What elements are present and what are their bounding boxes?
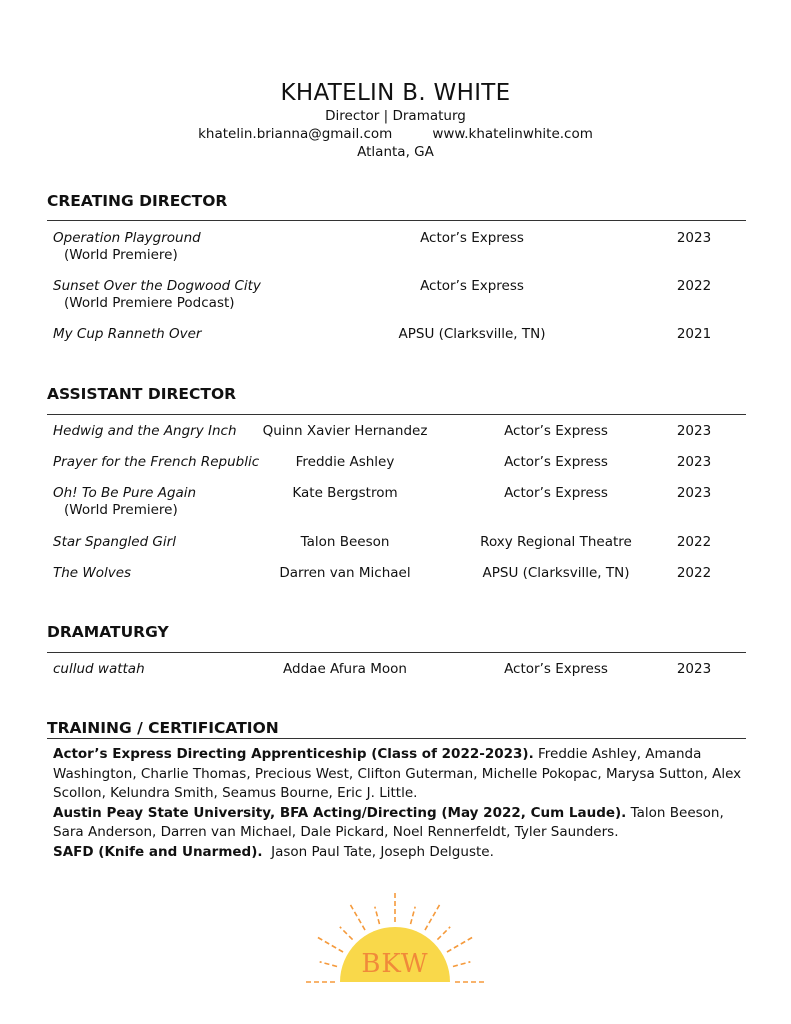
section-rule — [47, 738, 746, 739]
sun-ray — [350, 904, 365, 930]
sun-ray — [453, 962, 470, 967]
training-program: SAFD (Knife and Unarmed). — [53, 843, 263, 860]
sun-ray — [317, 937, 343, 952]
resume-name: KHATELIN B. WHITE — [280, 80, 511, 106]
email-link[interactable]: khatelin.brianna@gmail.com — [198, 126, 393, 142]
section-title-creating-director: CREATING DIRECTOR — [47, 192, 228, 210]
sun-ray — [375, 907, 380, 924]
section-title-training: TRAINING / CERTIFICATION — [47, 719, 279, 737]
production-title: Hedwig and the Angry Inch — [53, 423, 237, 439]
production-title: Sunset Over the Dogwood City (World Premiere Podcast) — [53, 278, 261, 311]
venue: APSU (Clarksville, TN) — [398, 326, 546, 342]
contact-line — [0, 126, 791, 142]
venue: Actor’s Express — [420, 278, 524, 294]
training-program: Actor’s Express Directing Apprenticeship (Class of 2022-2023). — [53, 746, 534, 762]
bkw-sun-logo — [300, 890, 490, 990]
sun-ray — [425, 904, 440, 930]
production-title: cullud wattah — [53, 661, 145, 677]
training-list — [53, 745, 753, 862]
production-title: The Wolves — [53, 565, 132, 581]
sun-ray — [411, 907, 416, 924]
venue: Actor’s Express — [504, 485, 608, 501]
training-entry — [53, 804, 753, 843]
year: 2023 — [676, 423, 712, 439]
training-program: Austin Peay State University, BFA Acting/Directing (May 2022, Cum Laude). — [53, 804, 627, 821]
director-name: Freddie Ashley — [295, 454, 395, 470]
year: 2023 — [676, 661, 712, 677]
year: 2022 — [676, 278, 712, 294]
director-name: Darren van Michael — [279, 565, 411, 581]
section-rule — [47, 220, 746, 221]
location: Atlanta, GA — [357, 144, 434, 160]
training-people: Jason Paul Tate, Joseph Delguste. — [262, 843, 494, 860]
training-people: Freddie Ashley, Amanda Washington, Charlie Thomas, Precious West, Clifton Guterman, Michelle Pokopac, Marysa Sutton, Alex Scollon, Kelundra Smith, Seamus Bourne, Eric J. Little. — [53, 746, 742, 801]
year: 2023 — [676, 454, 712, 470]
resume-role: Director | Dramaturg — [325, 108, 466, 124]
production-note: (World Premiere) — [64, 502, 178, 518]
training-people: Talon Beeson, Sara Anderson, Darren van Michael, Dale Pickard, Noel Rennerfeldt, Tyler Saunders. — [53, 804, 724, 840]
section-title-dramaturgy: DRAMATURGY — [47, 623, 169, 641]
year: 2023 — [676, 485, 712, 501]
director-name: Kate Bergstrom — [292, 485, 398, 501]
director-name: Talon Beeson — [300, 534, 390, 550]
venue: Actor’s Express — [420, 230, 524, 246]
logo-monogram: BKW — [361, 949, 429, 979]
venue: Actor’s Express — [504, 423, 608, 439]
venue: Actor’s Express — [504, 454, 608, 470]
production-title: Operation Playground (World Premiere) — [53, 230, 201, 263]
training-entry — [53, 745, 753, 804]
year: 2022 — [676, 565, 712, 581]
sun-ray — [447, 937, 473, 952]
director-name: Quinn Xavier Hernandez — [262, 423, 428, 439]
sun-ray — [437, 927, 450, 940]
website-link[interactable]: www.khatelinwhite.com — [432, 126, 593, 142]
year: 2021 — [676, 326, 712, 342]
production-title: Oh! To Be Pure Again (World Premiere) — [53, 485, 197, 518]
production-title: Star Spangled Girl — [53, 534, 176, 550]
venue: Actor’s Express — [504, 661, 608, 677]
section-rule — [47, 652, 746, 653]
venue: APSU (Clarksville, TN) — [482, 565, 630, 581]
section-rule — [47, 414, 746, 415]
production-note: (World Premiere Podcast) — [64, 295, 235, 311]
year: 2022 — [676, 534, 712, 550]
production-title: My Cup Ranneth Over — [53, 326, 202, 342]
section-title-assistant-director: ASSISTANT DIRECTOR — [47, 385, 237, 403]
production-title: Prayer for the French Republic — [53, 454, 260, 470]
venue: Roxy Regional Theatre — [480, 534, 632, 550]
sun-ray — [340, 927, 353, 940]
training-entry — [53, 843, 753, 863]
year: 2023 — [676, 230, 712, 246]
director-name: Addae Afura Moon — [283, 661, 407, 677]
sun-ray — [320, 962, 337, 967]
production-note: (World Premiere) — [64, 247, 178, 263]
